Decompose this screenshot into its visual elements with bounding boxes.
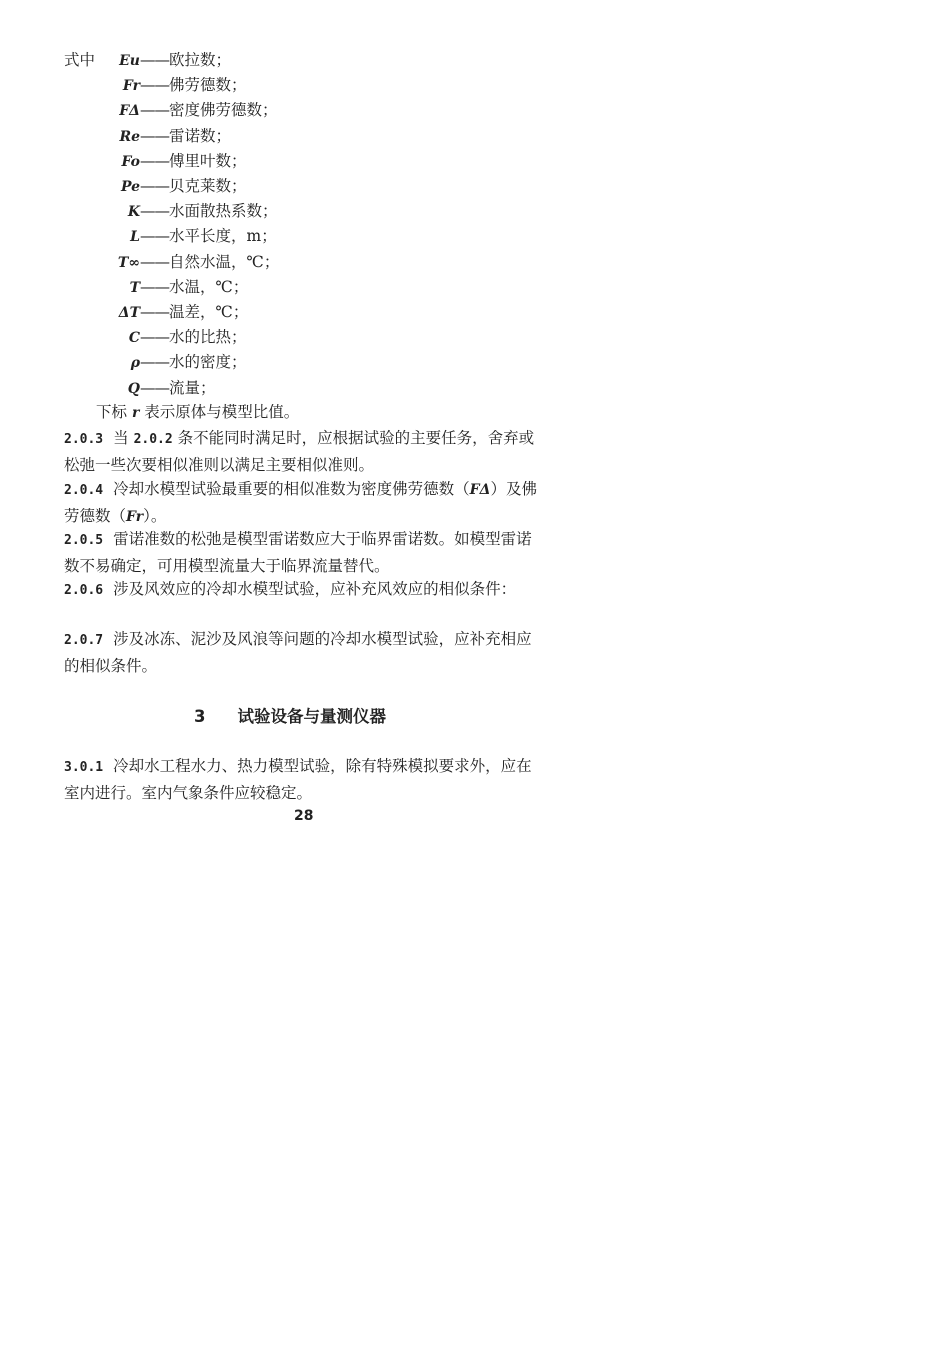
symbol-definition-row [102,225,277,247]
symbol: K [127,204,140,221]
section-number: 3 [194,707,206,726]
clause-number: 2.0.3 [64,432,104,447]
symbol: T [129,279,140,296]
symbol-description: 密度佛劳德数； [169,101,278,120]
symbol-description: 水面散热系数； [169,202,278,221]
symbol-definition-row [102,49,231,71]
symbol-definition-row [102,377,216,399]
symbol-definition-row [102,276,248,298]
symbol: Fr [122,78,140,95]
em-dash: —— [140,277,169,296]
symbol-definition-row [102,200,278,222]
symbol-description: 欧拉数； [169,51,232,69]
em-dash: —— [140,177,169,195]
symbol-description: 水温，℃； [169,277,249,296]
section-title: 试验设备与量测仪器 [237,707,386,726]
symbol-definition-row [102,251,279,273]
symbol: Fo [121,153,140,170]
em-dash: —— [140,51,169,69]
symbol: Eu [119,53,140,69]
symbol: ρ [130,355,140,372]
em-dash: —— [140,353,169,372]
em-dash: —— [140,303,169,321]
em-dash: —— [140,328,169,347]
symbol-description: 水平长度，m； [169,227,277,246]
symbol-description: 贝克莱数； [169,177,247,195]
symbol: C [128,330,140,347]
clause-number: 2.0.6 [64,583,104,598]
symbol: T∞ [117,254,140,271]
symbol-definition-row [102,326,247,348]
symbol: Re [119,128,140,145]
symbol-definition-row [102,99,278,121]
em-dash: —— [140,76,169,95]
symbol-description: 水的比热； [169,328,247,347]
clause-number: 2.0.5 [64,533,104,548]
symbol-description: 温差，℃； [169,303,249,321]
symbol-definition-row [102,301,248,323]
symbol-definition-row [102,74,247,96]
clause-2-0-5: 2.0.5 雷诺准数的松弛是模型雷诺数应大于临界雷诺数。如模型雷诺数不易确定，可用模型流量大于临界流量替代。 [64,530,532,575]
section-heading [194,703,386,727]
clause-number: 3.0.1 [64,760,104,775]
em-dash: —— [140,126,169,145]
symbol-definition-row [102,175,247,197]
clause-number: 2.0.4 [64,483,104,498]
symbol-definition-row [102,351,247,373]
em-dash: —— [140,378,169,397]
symbol: L [130,229,140,246]
symbol-definition-row [102,150,247,172]
symbol-description: 自然水温，℃； [169,252,280,271]
symbol-description: 傅里叶数； [169,151,247,170]
em-dash: —— [140,252,169,271]
em-dash: —— [140,151,169,170]
symbol-definition-row [102,125,231,147]
symbol: ΔT [118,305,140,321]
clause-2-0-7: 2.0.7 涉及冰冻、泥沙及风浪等问题的冷却水模型试验，应补充相应的相似条件。 [64,630,532,675]
symbol-description: 佛劳德数； [169,76,247,95]
em-dash: —— [140,227,169,246]
subscript-note: 下标 r 表示原体与模型比值。 [96,403,300,421]
em-dash: —— [140,202,169,221]
symbol-description: 水的密度； [169,353,247,372]
em-dash: —— [140,101,169,120]
page-number: 28 [294,808,314,824]
clause-3-0-1: 3.0.1 冷却水工程水力、热力模型试验，除有特殊模拟要求外，应在室内进行。室内气象条件应较稳定。 [64,757,532,802]
clause-2-0-4: 2.0.4 冷却水模型试验最重要的相似准数为密度佛劳德数（FΔ）及佛劳德数（Fr）。 [64,480,537,525]
clause-number: 2.0.7 [64,633,104,648]
symbol: Q [127,380,140,397]
symbol-description: 雷诺数； [169,126,232,145]
symbol: FΔ [119,103,140,120]
symbol: Pe [120,179,140,195]
symbol-description: 流量； [169,378,216,397]
symbol-list-lead: 式中 [64,51,96,69]
clause-2-0-3: 2.0.3 当 2.0.2 条不能同时满足时，应根据试验的主要任务，舍弃或松弛一些次要相似准则以满足主要相似准则。 [64,429,535,474]
clause-2-0-6: 2.0.6 涉及风效应的冷却水模型试验，应补充风效应的相似条件： [64,580,517,598]
